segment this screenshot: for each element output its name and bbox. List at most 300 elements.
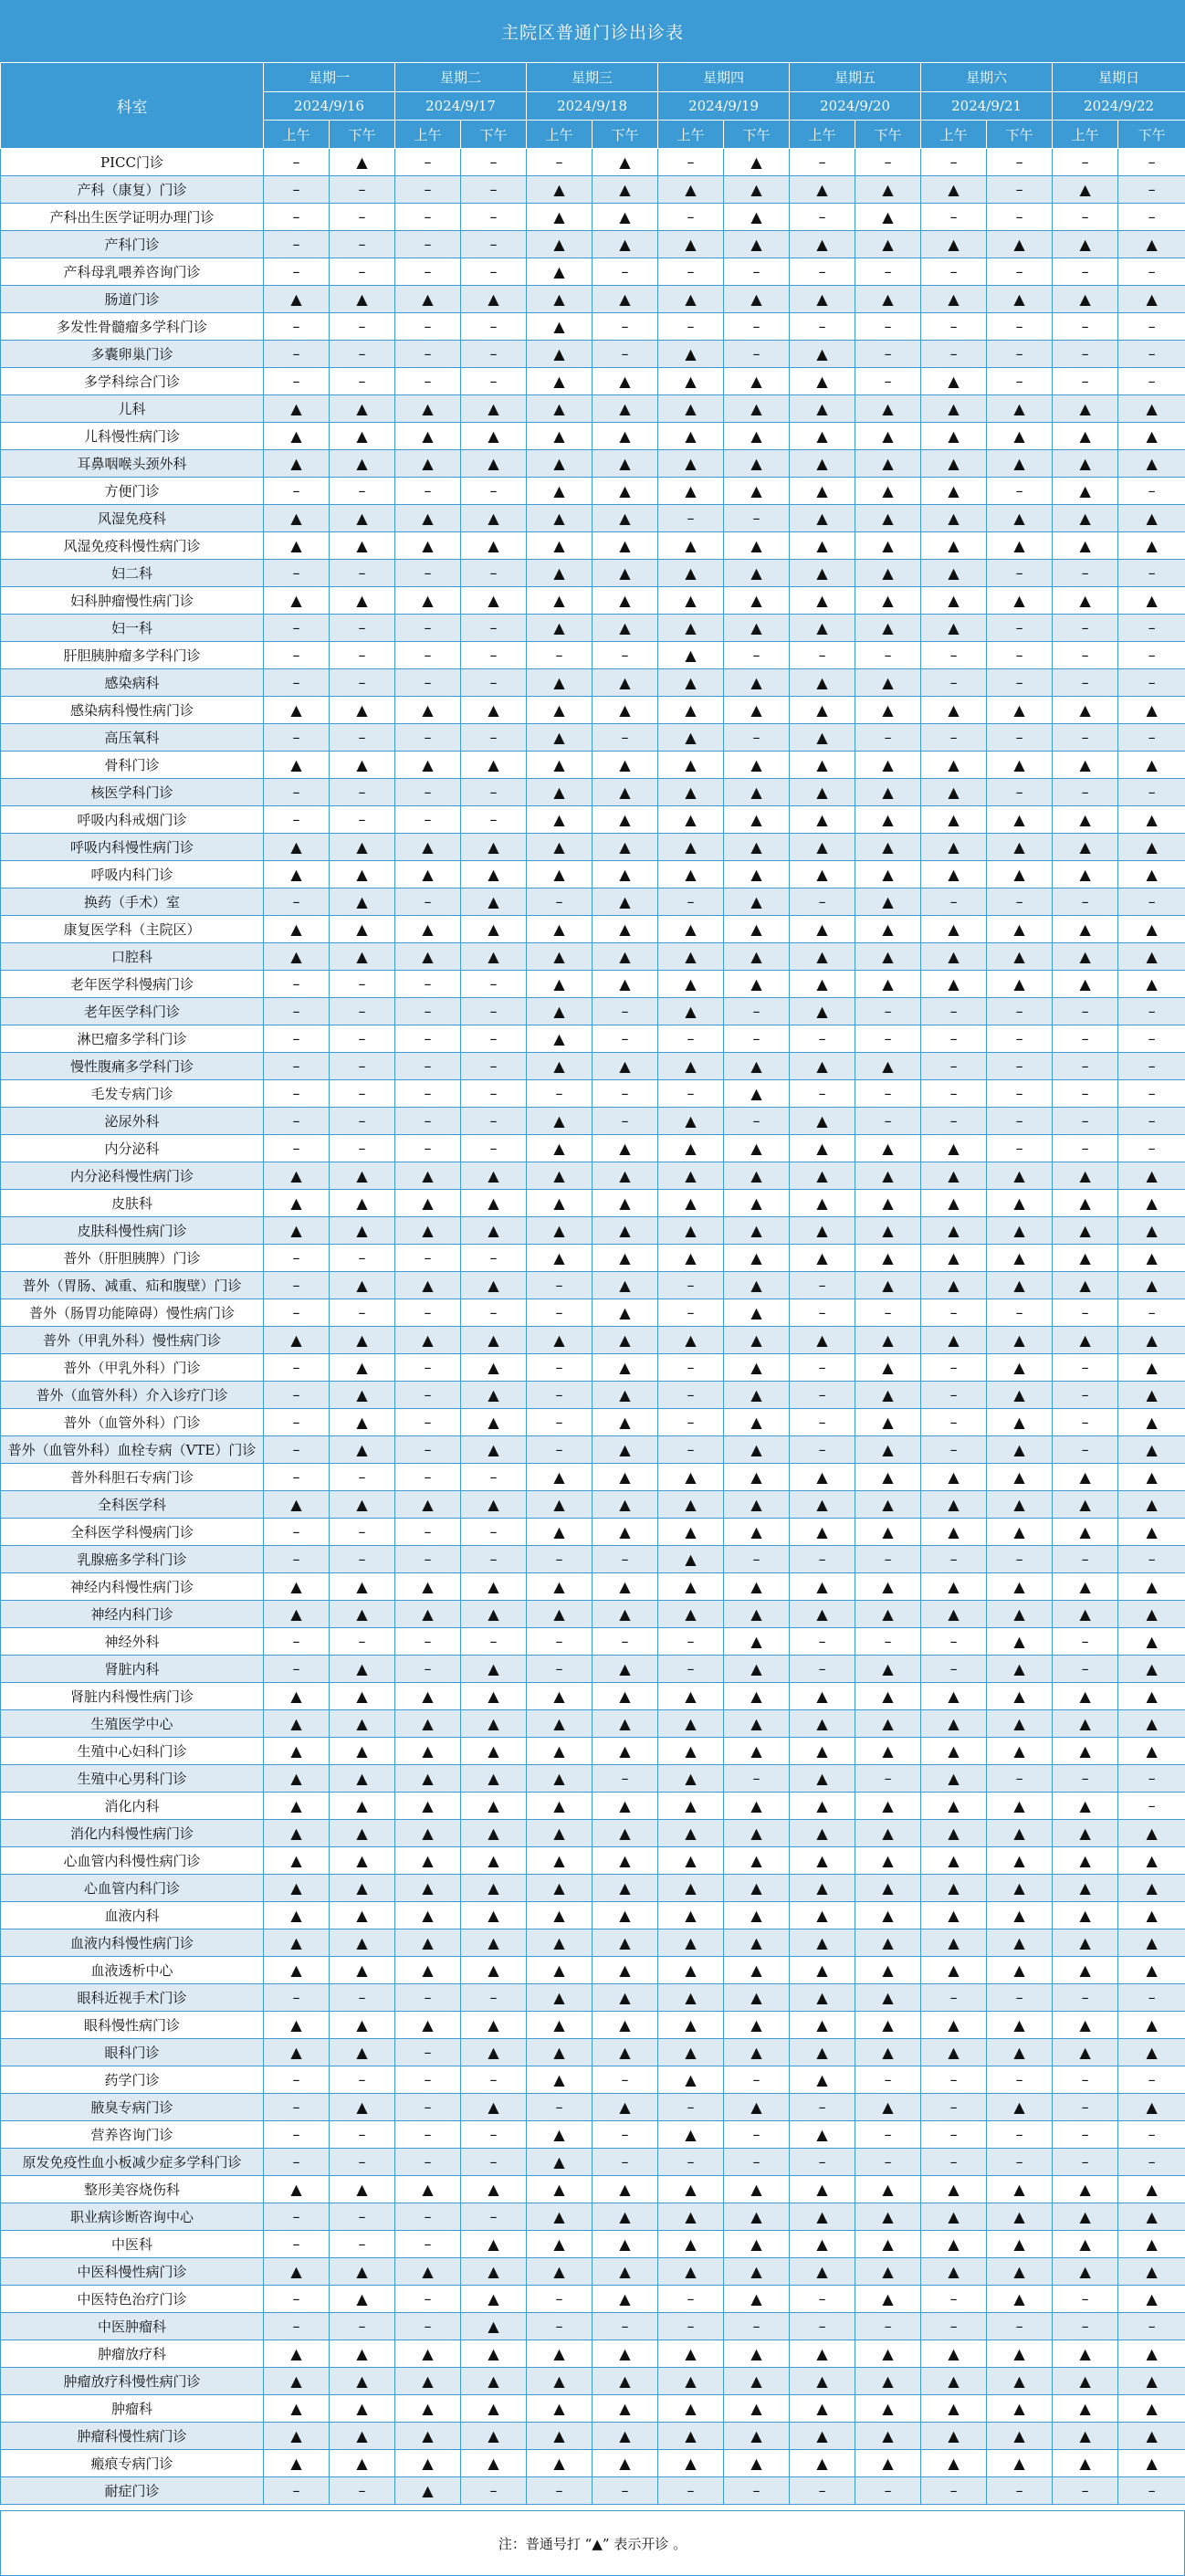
session-cell: ▲ [527,532,592,560]
table-row [1,615,1185,642]
session-cell: ▲ [395,1573,461,1601]
day-header: 星期二 [395,63,527,92]
pm-header: 下午 [1118,121,1185,149]
session-cell: – [790,2094,855,2121]
session-cell: – [987,2149,1053,2176]
session-cell: – [592,2477,658,2505]
session-cell: ▲ [790,1601,855,1628]
dept-name: 瘢痕专病门诊 [1,2450,264,2477]
session-cell: ▲ [921,2203,987,2231]
table-row [1,2368,1185,2395]
session-cell: ▲ [724,1382,790,1409]
session-cell: ▲ [724,669,790,697]
session-cell: ▲ [592,368,658,395]
page-title: 主院区普通门诊出诊表 [0,0,1185,62]
session-cell: – [461,560,527,587]
session-cell: ▲ [461,286,527,313]
session-cell: – [1118,1053,1185,1080]
session-cell: ▲ [724,971,790,998]
session-cell: – [1053,2094,1118,2121]
session-cell: ▲ [330,2423,395,2450]
session-cell: ▲ [658,1957,724,1984]
session-cell: ▲ [724,1929,790,1957]
table-row [1,1765,1185,1793]
session-cell: – [461,1299,527,1327]
session-cell: – [330,1628,395,1656]
session-cell: – [1053,1354,1118,1382]
session-cell: ▲ [527,1491,592,1519]
session-cell: – [264,806,330,834]
session-cell: ▲ [527,1957,592,1984]
session-cell: ▲ [330,505,395,532]
session-cell: ▲ [987,1217,1053,1245]
session-cell: – [264,615,330,642]
session-cell: ▲ [658,1217,724,1245]
session-cell: ▲ [1053,532,1118,560]
session-cell: ▲ [855,752,921,779]
session-cell: ▲ [790,1820,855,1847]
session-cell: ▲ [264,1847,330,1875]
session-cell: ▲ [1118,1382,1185,1409]
session-cell: ▲ [790,1793,855,1820]
session-cell: – [1118,1025,1185,1053]
session-cell: ▲ [264,587,330,615]
session-cell: ▲ [921,176,987,204]
session-cell: ▲ [1118,752,1185,779]
session-cell: ▲ [461,697,527,724]
session-cell: – [987,313,1053,341]
dept-name: 多学科综合门诊 [1,368,264,395]
session-cell: – [1118,2149,1185,2176]
session-cell: – [264,2066,330,2094]
session-cell: – [330,615,395,642]
session-cell: ▲ [592,1464,658,1491]
session-cell: – [1118,998,1185,1025]
session-cell: – [592,1628,658,1656]
session-cell: – [658,1436,724,1464]
session-cell: ▲ [855,204,921,231]
session-cell: ▲ [658,1135,724,1162]
session-cell: ▲ [987,231,1053,258]
session-cell: – [658,258,724,286]
session-cell: ▲ [395,697,461,724]
session-cell: – [264,998,330,1025]
session-cell: ▲ [1118,1573,1185,1601]
session-cell: ▲ [1053,1875,1118,1902]
session-cell: ▲ [264,1820,330,1847]
session-cell: – [395,2066,461,2094]
dept-name: 消化内科 [1,1793,264,1820]
session-cell: – [330,1299,395,1327]
session-cell: – [1118,2066,1185,2094]
session-cell: – [395,1984,461,2012]
dept-name: 骨科门诊 [1,752,264,779]
session-cell: ▲ [592,2203,658,2231]
session-cell: ▲ [855,1190,921,1217]
session-cell: ▲ [790,1135,855,1162]
session-cell: ▲ [592,231,658,258]
session-cell: – [724,1025,790,1053]
session-cell: ▲ [987,1738,1053,1765]
session-cell: ▲ [592,1354,658,1382]
session-cell: – [395,1436,461,1464]
session-cell: ▲ [855,1929,921,1957]
session-cell: – [1118,341,1185,368]
session-cell: ▲ [330,1683,395,1710]
session-cell: ▲ [658,1327,724,1354]
session-cell: ▲ [658,1793,724,1820]
session-cell: ▲ [1118,1519,1185,1546]
session-cell: ▲ [461,1957,527,1984]
session-cell: ▲ [855,1053,921,1080]
session-cell: ▲ [461,1354,527,1382]
session-cell: ▲ [855,505,921,532]
session-cell: ▲ [1053,834,1118,861]
session-cell: ▲ [395,1217,461,1245]
session-cell: ▲ [855,2395,921,2423]
session-cell: ▲ [987,1190,1053,1217]
footnote: 注：普通号打 “▲” 表示开诊 。 [0,2510,1185,2576]
session-cell: – [1053,998,1118,1025]
session-cell: ▲ [461,888,527,916]
session-cell: – [1053,1436,1118,1464]
session-cell: ▲ [855,1464,921,1491]
session-cell: ▲ [921,1601,987,1628]
session-cell: ▲ [592,888,658,916]
session-cell: ▲ [1118,2395,1185,2423]
session-cell: – [855,2066,921,2094]
session-cell: ▲ [461,1601,527,1628]
session-cell: ▲ [1053,861,1118,888]
session-cell: ▲ [461,2340,527,2368]
session-cell: ▲ [527,587,592,615]
session-cell: – [921,2477,987,2505]
session-cell: ▲ [1053,2368,1118,2395]
session-cell: – [921,1546,987,1573]
session-cell: – [264,1984,330,2012]
dept-name: 方便门诊 [1,478,264,505]
day-header: 星期六 [921,63,1053,92]
session-cell: – [855,1025,921,1053]
session-cell: ▲ [987,1272,1053,1299]
dept-name: 儿科 [1,395,264,423]
session-cell: ▲ [1118,587,1185,615]
table-row [1,1519,1185,1546]
session-cell: – [1053,368,1118,395]
session-cell: ▲ [527,615,592,642]
session-cell: ▲ [1053,2450,1118,2477]
session-cell: ▲ [921,1875,987,1902]
session-cell: ▲ [330,1656,395,1683]
session-cell: ▲ [658,834,724,861]
session-cell: – [921,724,987,752]
session-cell: ▲ [527,1519,592,1546]
session-cell: ▲ [790,1217,855,1245]
session-cell: – [855,2313,921,2340]
session-cell: ▲ [527,1108,592,1135]
session-cell: – [264,1108,330,1135]
dept-name: 内分泌科慢性病门诊 [1,1162,264,1190]
session-cell: – [987,1765,1053,1793]
session-cell: – [395,1080,461,1108]
session-cell: ▲ [987,1601,1053,1628]
session-cell: ▲ [790,1519,855,1546]
session-cell: ▲ [330,1162,395,1190]
table-row [1,2203,1185,2231]
table-row [1,1217,1185,1245]
session-cell: ▲ [1053,2258,1118,2286]
session-cell: ▲ [1118,2450,1185,2477]
session-cell: – [592,724,658,752]
session-cell: – [527,2286,592,2313]
session-cell: – [921,1299,987,1327]
session-cell: ▲ [1053,1683,1118,1710]
session-cell: ▲ [592,2395,658,2423]
session-cell: ▲ [395,916,461,943]
session-cell: ▲ [724,1656,790,1683]
session-cell: ▲ [855,478,921,505]
session-cell: ▲ [987,1793,1053,1820]
session-cell: ▲ [461,450,527,478]
session-cell: ▲ [1118,1738,1185,1765]
session-cell: ▲ [395,861,461,888]
session-cell: – [790,1409,855,1436]
session-cell: – [1053,1409,1118,1436]
session-cell: – [921,2121,987,2149]
session-cell: – [921,204,987,231]
session-cell: ▲ [987,1409,1053,1436]
session-cell: – [527,1436,592,1464]
dept-name: 肿瘤科慢性病门诊 [1,2423,264,2450]
session-cell: ▲ [527,560,592,587]
session-cell: ▲ [724,806,790,834]
session-cell: ▲ [527,2423,592,2450]
session-cell: ▲ [987,505,1053,532]
session-cell: ▲ [330,395,395,423]
session-cell: ▲ [330,1409,395,1436]
date-header: 2024/9/17 [395,92,527,121]
session-cell: – [461,149,527,176]
session-cell: ▲ [592,1847,658,1875]
session-cell: – [790,2286,855,2313]
session-cell: – [1118,1793,1185,1820]
session-cell: ▲ [395,1327,461,1354]
session-cell: ▲ [264,1327,330,1354]
session-cell: ▲ [1118,2368,1185,2395]
session-cell: ▲ [724,1710,790,1738]
session-cell: – [461,669,527,697]
session-cell: – [264,2149,330,2176]
dept-name: 妇二科 [1,560,264,587]
session-cell: – [461,313,527,341]
session-cell: – [790,149,855,176]
session-cell: – [1118,1299,1185,1327]
table-row [1,1628,1185,1656]
pm-header: 下午 [330,121,395,149]
table-row [1,1409,1185,1436]
session-cell: ▲ [855,806,921,834]
session-cell: – [264,2313,330,2340]
dept-name: 生殖医学中心 [1,1710,264,1738]
session-cell: – [921,1382,987,1409]
session-cell: – [395,1025,461,1053]
session-cell: ▲ [658,1984,724,2012]
session-cell: – [724,2313,790,2340]
session-cell: ▲ [1053,1929,1118,1957]
table-row [1,1738,1185,1765]
session-cell: ▲ [1118,806,1185,834]
session-cell: – [921,1053,987,1080]
dept-name: 中医特色治疗门诊 [1,2286,264,2313]
session-cell: ▲ [592,1299,658,1327]
session-cell: ▲ [264,1573,330,1601]
session-cell: – [921,888,987,916]
session-cell: ▲ [461,1272,527,1299]
session-cell: – [527,1272,592,1299]
session-cell: ▲ [461,1190,527,1217]
session-cell: ▲ [1118,1628,1185,1656]
session-cell: ▲ [330,1272,395,1299]
session-cell: ▲ [790,2203,855,2231]
session-cell: ▲ [395,2477,461,2505]
date-header: 2024/9/21 [921,92,1053,121]
session-cell: – [987,478,1053,505]
session-cell: ▲ [264,532,330,560]
session-cell: – [264,341,330,368]
session-cell: ▲ [921,2231,987,2258]
session-cell: ▲ [658,2039,724,2066]
dept-name: 心血管内科门诊 [1,1875,264,1902]
session-cell: ▲ [1053,1190,1118,1217]
session-cell: ▲ [921,615,987,642]
session-cell: ▲ [461,505,527,532]
session-cell: ▲ [855,1409,921,1436]
session-cell: ▲ [1053,505,1118,532]
table-row [1,1190,1185,1217]
session-cell: ▲ [790,724,855,752]
session-cell: ▲ [395,2258,461,2286]
session-cell: ▲ [658,1245,724,1272]
session-cell: – [395,313,461,341]
session-cell: – [264,478,330,505]
session-cell: ▲ [921,1491,987,1519]
session-cell: ▲ [264,2368,330,2395]
table-row [1,1108,1185,1135]
session-cell: ▲ [330,1217,395,1245]
session-cell: – [395,669,461,697]
dept-name: 口腔科 [1,943,264,971]
session-cell: ▲ [724,1299,790,1327]
session-cell: ▲ [658,1683,724,1710]
session-cell: – [395,1108,461,1135]
session-cell: ▲ [921,231,987,258]
pm-header: 下午 [461,121,527,149]
am-header: 上午 [790,121,855,149]
session-cell: ▲ [855,587,921,615]
session-cell: ▲ [724,2258,790,2286]
session-cell: – [461,478,527,505]
session-cell: ▲ [1053,971,1118,998]
session-cell: ▲ [1118,2258,1185,2286]
session-cell: ▲ [395,450,461,478]
session-cell: ▲ [527,258,592,286]
session-cell: ▲ [527,1327,592,1354]
session-cell: ▲ [658,2066,724,2094]
session-cell: ▲ [724,176,790,204]
session-cell: – [658,1080,724,1108]
dept-name: 药学门诊 [1,2066,264,2094]
session-cell: ▲ [592,1436,658,1464]
table-row [1,752,1185,779]
table-row [1,2423,1185,2450]
session-cell: ▲ [921,2450,987,2477]
table-row [1,1546,1185,1573]
session-cell: ▲ [790,806,855,834]
session-cell: – [987,176,1053,204]
session-cell: – [395,615,461,642]
session-cell: ▲ [527,204,592,231]
session-cell: – [724,642,790,669]
session-cell: – [921,341,987,368]
session-cell: ▲ [855,2039,921,2066]
session-cell: – [1053,669,1118,697]
session-cell: ▲ [658,1738,724,1765]
session-cell: – [395,2231,461,2258]
session-cell: ▲ [790,1190,855,1217]
session-cell: – [461,1628,527,1656]
session-cell: – [395,231,461,258]
session-cell: – [592,998,658,1025]
session-cell: ▲ [658,752,724,779]
session-cell: ▲ [1053,1272,1118,1299]
session-cell: ▲ [395,2340,461,2368]
session-cell: ▲ [1118,2094,1185,2121]
session-cell: – [330,1984,395,2012]
table-row [1,2313,1185,2340]
session-cell: ▲ [921,286,987,313]
session-cell: ▲ [330,2395,395,2423]
session-cell: ▲ [330,1738,395,1765]
session-cell: ▲ [658,2340,724,2368]
session-cell: ▲ [527,697,592,724]
dept-name: 老年医学科门诊 [1,998,264,1025]
session-cell: – [461,2149,527,2176]
session-cell: ▲ [790,1710,855,1738]
session-cell: ▲ [461,1738,527,1765]
session-cell: ▲ [1053,1464,1118,1491]
session-cell: – [527,2094,592,2121]
table-row [1,1464,1185,1491]
session-cell: – [395,998,461,1025]
session-cell: – [855,1080,921,1108]
table-row [1,2094,1185,2121]
session-cell: ▲ [330,1601,395,1628]
table-row [1,2012,1185,2039]
session-cell: ▲ [1118,1683,1185,1710]
session-cell: ▲ [987,1820,1053,1847]
session-cell: – [592,2313,658,2340]
session-cell: – [658,505,724,532]
session-cell: ▲ [658,2450,724,2477]
session-cell: – [658,888,724,916]
session-cell: ▲ [724,1573,790,1601]
session-cell: ▲ [658,669,724,697]
session-cell: ▲ [1118,2203,1185,2231]
session-cell: – [921,642,987,669]
session-cell: ▲ [724,1464,790,1491]
session-cell: ▲ [855,532,921,560]
session-cell: ▲ [264,1217,330,1245]
